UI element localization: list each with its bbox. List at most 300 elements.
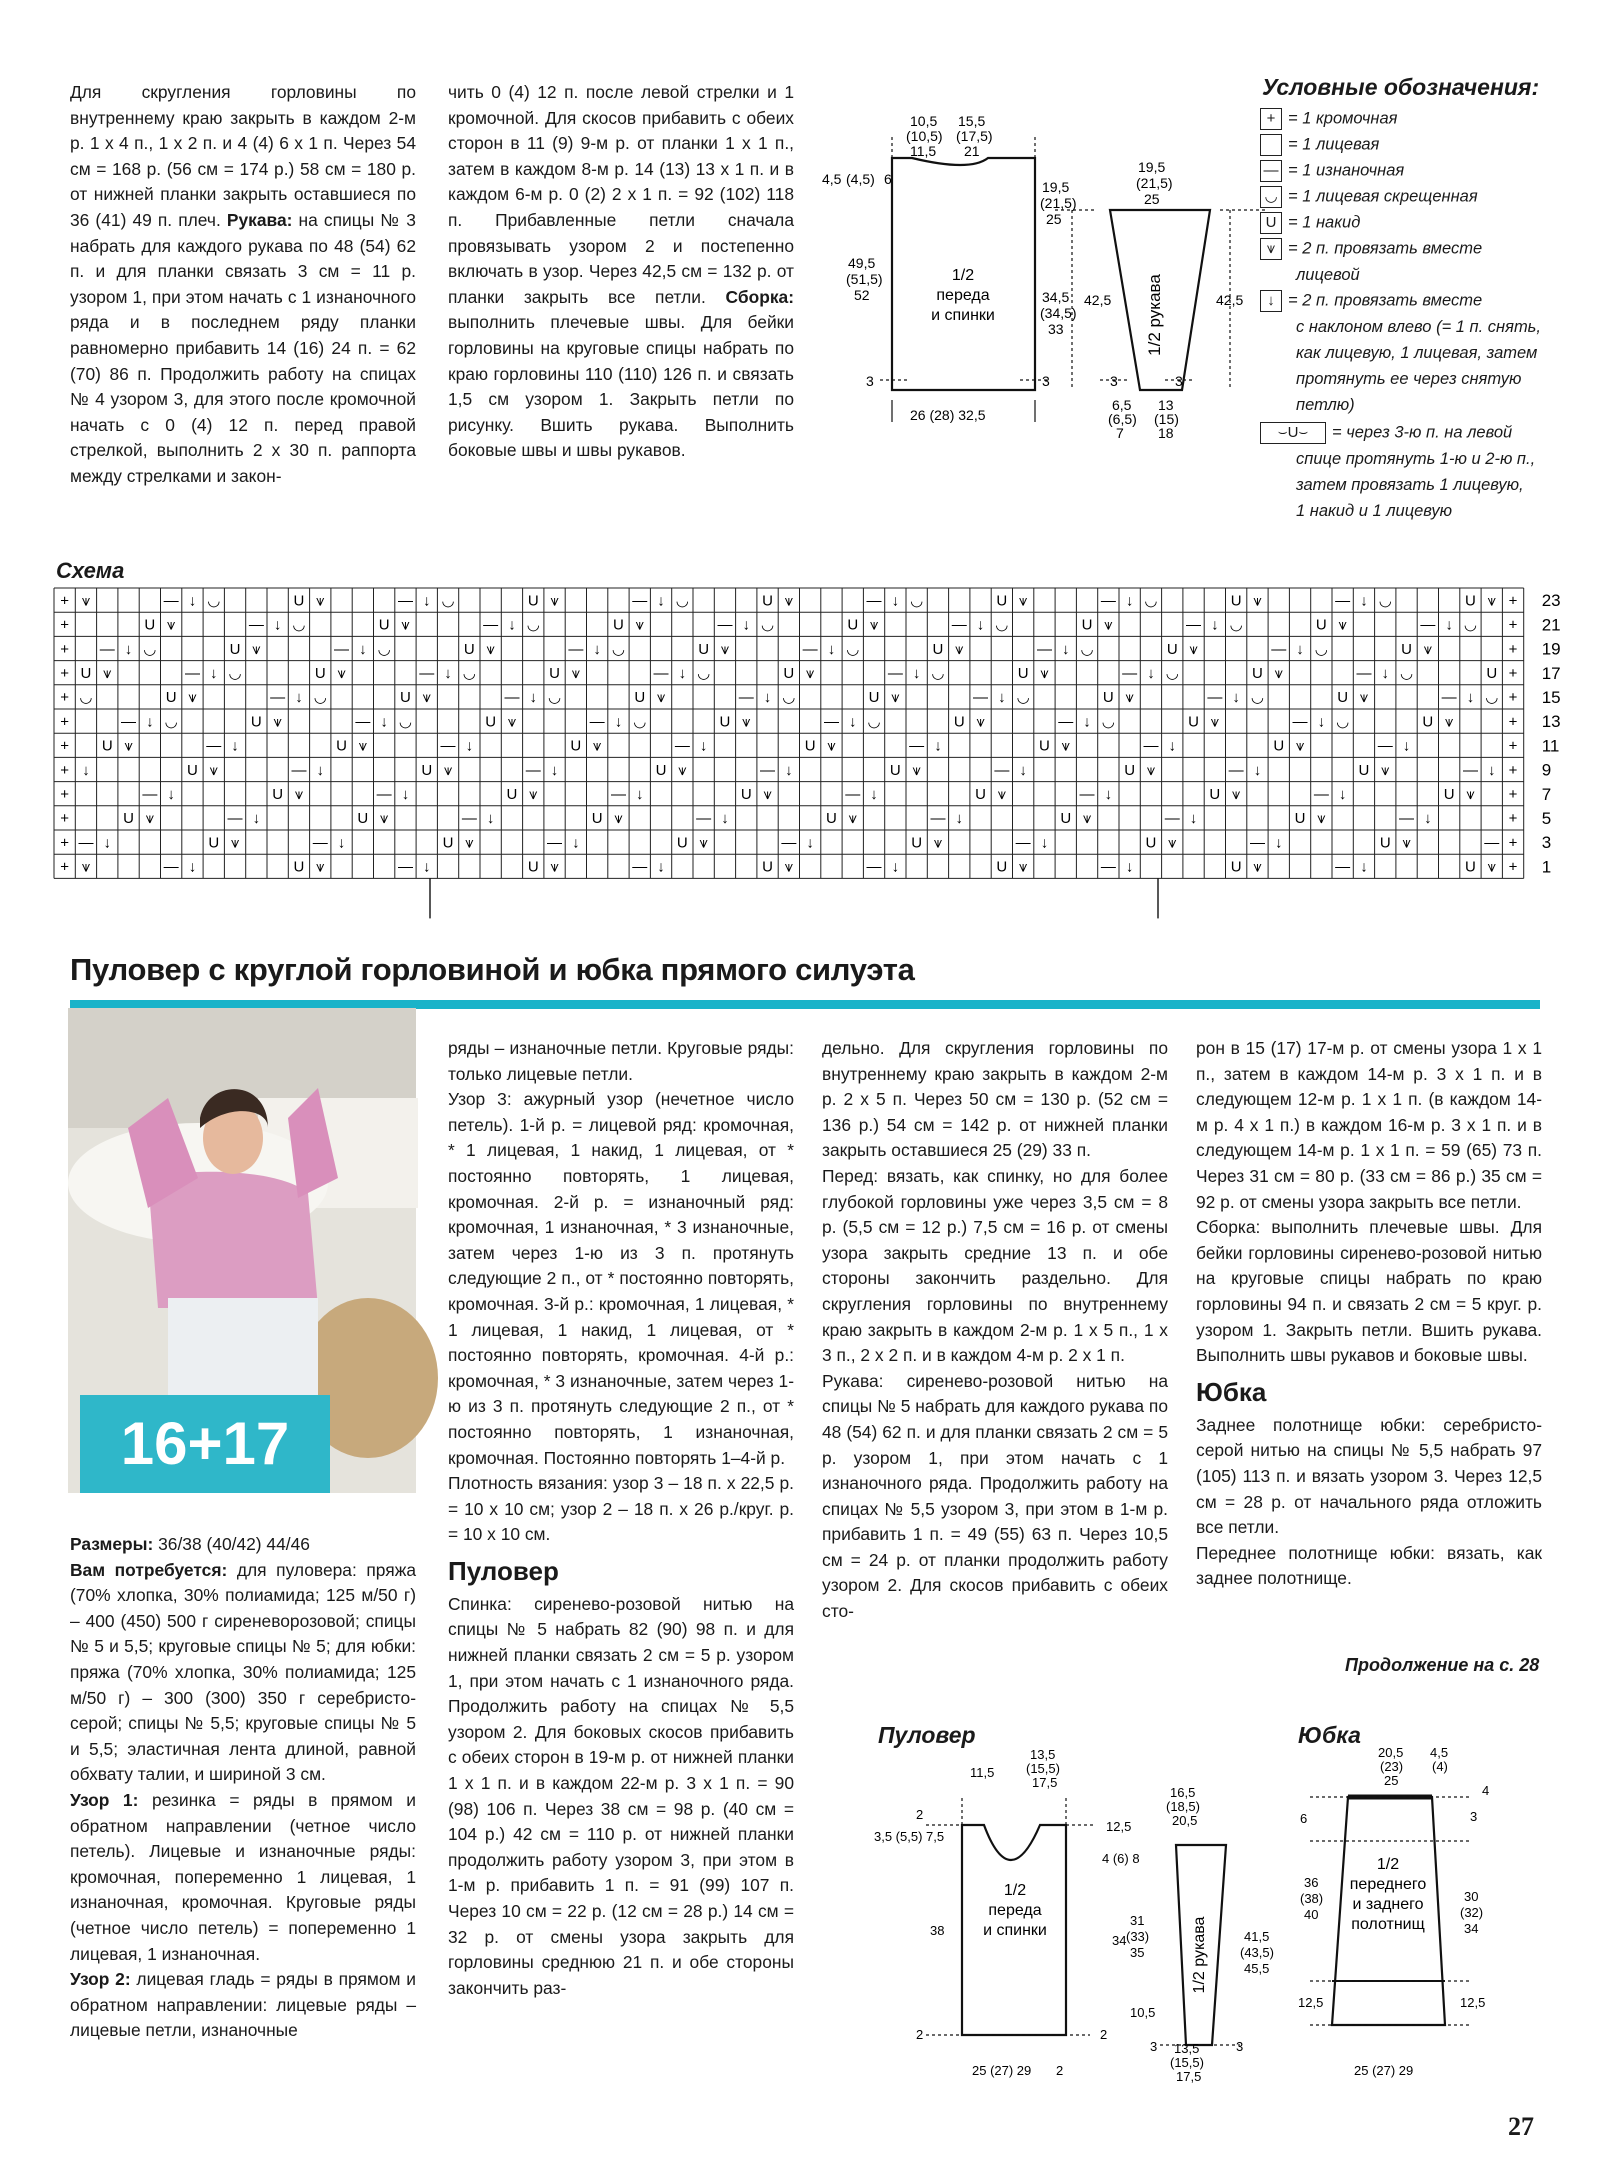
- chart-symbol: ↓: [167, 786, 175, 804]
- article-col-3: дельно. Для скругления горловины по внутреннему краю закрыть в каждом 2-м р. 2 х 5 п. Через 50 см = 130 р. (52 см = 136 р.) 54 см = 142 р. от нижней планки закрыть оставшиеся 25 (29) 33 п. Перед: вязать, как спинку, но для более глубокой горловины уже через 3,5 см = 8 р. (5,5 см = 12 р.) 7,5 см = 16 р. от смены узора закрыть средние 13 п. и обе стороны закончить раздельно. Для скругления горловины по внутреннему краю закрыть в каждом 2-м р. 1 х 5 п., 1 х 3 п., 2 х 2 п. и в каждом 4-м р. 2 х 1 п. Рукава: сиренево-розовой нитью на спицы № 5 набрать для каждого рукава по 48 (54) 62 п. и для планки связать 2 см = 5 р. узором 1, при этом начать с 1 изнаночного ряда. Продолжить работу на спицах № 5,5 узором 3, при этом в 1-м р. прибавить 1 п. = 49 (55) 63 п. Через 10,5 см = 24 р. от планки продолжить работу узором 2. Для скосов прибавить с обеих сто-: [822, 1038, 1168, 1622]
- chart-symbol: ↓: [657, 858, 665, 876]
- svg-text:1/2: 1/2: [1376, 1856, 1400, 1873]
- chart-symbol: U: [527, 858, 539, 876]
- chart-symbol: —: [1484, 834, 1500, 852]
- chart-symbol: ⩛: [188, 689, 197, 707]
- chart-symbol: U: [1124, 761, 1136, 779]
- chart-row-number: 13: [1541, 712, 1561, 732]
- svg-text:(15): (15): [1154, 411, 1179, 427]
- chart-symbol: ↓: [678, 665, 687, 683]
- chart-symbol: ⩛: [805, 665, 815, 683]
- chart-symbol: +: [60, 592, 70, 610]
- chart-symbol: ◡: [1016, 689, 1030, 707]
- chart-symbol: —: [887, 665, 903, 683]
- chart-symbol: ⩛: [550, 592, 559, 610]
- chart-symbol: U: [889, 761, 901, 779]
- chart-row-number: 15: [1541, 687, 1561, 707]
- svg-text:25: 25: [1046, 211, 1062, 227]
- chart-symbol: U: [932, 640, 944, 658]
- front-label-1: 1/2: [951, 267, 975, 284]
- chart-symbol: ⩛: [230, 834, 240, 852]
- chart-symbol: ↓: [1488, 761, 1496, 779]
- chart-symbol: U: [101, 737, 113, 755]
- svg-text:4,5: 4,5: [822, 171, 842, 187]
- chart-symbol: +: [60, 786, 70, 804]
- continuation-note: Продолжение на с. 28: [1345, 1655, 1540, 1675]
- svg-text:25 (27) 29: 25 (27) 29: [1354, 2063, 1414, 2078]
- chart-symbol: ↓: [1189, 810, 1198, 828]
- chart-symbol: U: [208, 834, 220, 852]
- front-label-2: переда: [936, 287, 990, 304]
- chart-symbol: U: [1102, 689, 1114, 707]
- chart-symbol: ⩛: [166, 616, 176, 634]
- chart-symbol: U: [1081, 616, 1093, 634]
- chart-symbol: ◡: [1144, 592, 1158, 610]
- svg-text:17,5: 17,5: [1032, 1775, 1058, 1790]
- legend-row-edge: + = 1 кромочная: [1260, 106, 1397, 131]
- svg-text:переда: переда: [988, 1902, 1042, 1919]
- chart-symbol: ↓: [1381, 665, 1389, 683]
- chart-symbol: U: [740, 786, 752, 804]
- chart-symbol: —: [206, 737, 222, 755]
- chart-symbol: ⩛: [912, 761, 921, 779]
- chart-symbol: U: [996, 858, 1008, 876]
- svg-text:36: 36: [1304, 1875, 1319, 1890]
- legend-title: Условные обозначения:: [1262, 74, 1540, 100]
- chart-symbol: ⩛: [1444, 713, 1454, 731]
- chart-symbol: —: [1122, 665, 1138, 683]
- chart-symbol: —: [163, 858, 179, 876]
- chart-symbol: U: [1145, 834, 1157, 852]
- chart-symbol: +: [1508, 761, 1518, 779]
- chart-row-number: 3: [1541, 833, 1552, 853]
- chart-symbol: —: [248, 616, 264, 634]
- chart-symbol: ◡: [207, 592, 221, 610]
- legend-ssk-cont-4: петлю): [1296, 396, 1355, 414]
- model-photo: [68, 1008, 416, 1493]
- legend-cluster-cont-3: 1 накид и 1 лицевую: [1296, 502, 1453, 520]
- chart-symbol: ↓: [742, 616, 750, 634]
- chart-symbol: ⩛: [507, 713, 517, 731]
- svg-text:3: 3: [1042, 373, 1050, 389]
- chart-row-number: 21: [1541, 615, 1561, 635]
- chart-symbol: ↓: [785, 761, 793, 779]
- skirt-heading: Юбка: [1196, 1376, 1267, 1407]
- chart-symbol: ↓: [82, 761, 90, 779]
- chart-symbol: —: [845, 786, 861, 804]
- chart-row-number: 11: [1541, 736, 1560, 756]
- chart-symbol: U: [1294, 810, 1306, 828]
- legend-row-k2tog-cont: лицевой: [1296, 266, 1360, 284]
- chart-symbol: ⩛: [763, 786, 772, 804]
- svg-text:17,5: 17,5: [1176, 2069, 1202, 2084]
- chart-symbol: —: [781, 834, 797, 852]
- chart-symbol: ↓: [508, 616, 516, 634]
- chart-symbol: ↓: [188, 858, 197, 876]
- article-col-4: рон в 15 (17) 17-м р. от смены узора 1 х 1 п., затем в каждом 14-м р. 3 х 1 п. и в следующем 12-м р. 1 х 1 п. (в каждом 14-м р. 4 х 1 п.) в каждом 16-м р. 3 х 1 п. и в следующем 14-м р. 1 х 1 п. = 59 (65) 73 п. Через 31 см = 80 р. (33 см = 86 р.) 35 см = 92 р. от смены узора закрыть все петли. Сборка: выполнить плечевые швы. Для бейки горловины сиренево-розовой нитью на круговые спицы набрать по краю горловины 94 п. и связать 2 см = 5 круг. р. узором 1. Закрыть петли. Вшить рукава. Выполнить швы рукавов и боковые швы. Юбка Заднее полотнище юбки: серебристо-серой нитью на спицы № 5,5 набрать 97 (105) 113 п. и вязать узором 3. Через 12,5 см = 28 р. от начального ряда отложить все петли. Переднее полотнище юбки: вязать, как заднее полотнище.: [1196, 1038, 1542, 1589]
- svg-text:35: 35: [1130, 1945, 1145, 1960]
- legend-cluster-cont-2: затем провязать 1 лицевую,: [1296, 476, 1524, 494]
- chart-symbol: ↓: [1296, 640, 1304, 658]
- purl-stitch-icon: —: [1260, 160, 1282, 182]
- chart-row-number: 17: [1541, 663, 1561, 683]
- chart-symbol: —: [227, 810, 243, 828]
- chart-symbol: ⩛: [379, 810, 389, 828]
- chart-symbol: ◡: [761, 616, 775, 634]
- chart-symbol: ↓: [124, 640, 133, 658]
- svg-text:13,5: 13,5: [1030, 1747, 1056, 1762]
- chart-symbol: U: [187, 761, 198, 779]
- chart-symbol: —: [1100, 858, 1116, 876]
- chart-symbol: U: [1252, 665, 1263, 683]
- chart-symbol: U: [314, 665, 326, 683]
- chart-symbol: ↓: [1211, 616, 1219, 634]
- chart-symbol: ◡: [867, 713, 881, 731]
- chart-symbol: ↓: [1232, 689, 1240, 707]
- legend-row-purl: — = 1 изнаночная: [1260, 158, 1404, 183]
- chart-symbol: ◡: [1400, 665, 1414, 683]
- svg-text:16,5: 16,5: [1170, 1785, 1196, 1800]
- chart-symbol: ⩛: [1125, 689, 1134, 707]
- chart-symbol: ⩛: [209, 761, 218, 779]
- legend-row-cluster: ⌣U⌣ = через 3-ю п. на левой: [1260, 420, 1512, 445]
- svg-text:(6,5): (6,5): [1108, 411, 1137, 427]
- chart-symbol: ◡: [292, 616, 306, 634]
- chart-symbol: ↓: [849, 713, 857, 731]
- top-col1-b-text: на спицы № 3 набрать для каждого рукава по 48 (54) 62 п. и для планки связать 3 см = 11 р. узором 1, при этом начать с 1 изнаночного ряда и в последнем ряду планки равномерно прибавить 14 (16) 24 п. = 62 (70) 86 п. Продолжить работу на спицах № 4 узором 3, для этого после кромочной начать с 0 (4) 12 п. перед правой стрелкой, выполнить 2 х 30 п. раппорта между стрелками и закон-: [70, 209, 416, 486]
- chart-symbol: ↓: [614, 713, 623, 731]
- svg-text:(43,5): (43,5): [1240, 1945, 1274, 1960]
- chart-symbol: ↓: [998, 689, 1006, 707]
- article-col-2: ряды – изнаночные петли. Круговые ряды: только лицевые петли. Узор 3: ажурный узор (нечетное число петель). 1-й р. = лицевой ряд: кромочная, * 1 лицевая, 1 накид, 1 лицевая, от * постоянно повторять, 1 лицевая, кромочная. 2-й р. = изнаночный ряд: кромочная, 1 изнаночная, * 3 изнаночные, затем через 1-ю из 3 п. протянуть следующие 2 п., от * постоянно повторять, кромочная. 3-й р.: кромочная, 1 лицевая, * 1 лицевая, 1 накид, 1 лицевая, от * постоянно повторять, кромочная. 4-й р.: кромочная, * 3 изнаночные, затем через 1-ю из 3 п. протянуть следующие 2 п., от * постоянно повторять, 1 изнаночная, кромочная. Постоянно повторять 1–4-й р. Плотность вязания: узор 3 – 18 п. х 22,5 р. = 10 х 10 см; узор 2 – 18 п. х 26 р./круг. р. = 10 х 10 см. Пуловер Спинка: сиренево-розовой нитью на спицы № 5 набрать 82 (90) 98 п. и для нижней планки связать 2 см = 5 р. узором 1, при этом начать с 1 изнаночного ряда. Продолжить работу на спицах № 5,5 узором 2. Для боковых скосов прибавить с обеих сторон в 19-м р. от нижней планки 1 х 1 п. и в каждом 22-м р. 3 х 1 п. = 90 (98) 106 п. Через 38 см = 98 р. (40 см = 104 р.) 42 см = 110 р. от нижней планки продолжить работу узором 3, при этом в 1-м р. прибавить 1 п. = 91 (99) 107 п. Через 10 см = 22 р. (12 см = 28 р.) 14 см = 32 р. от смены узора закрыть для горловины среднюю 21 п. и обе стороны закончить раз-: [448, 1038, 794, 1998]
- chart-symbol: —: [184, 665, 200, 683]
- legend-ssk-cont-3: протянуть ее через снятую: [1296, 370, 1522, 388]
- svg-text:полотнищ: полотнищ: [1351, 1916, 1425, 1933]
- chart-symbol: ⩛: [933, 834, 943, 852]
- chart-symbol: +: [60, 640, 70, 658]
- chart-symbol: U: [378, 616, 390, 634]
- chart-symbol: ⩛: [422, 689, 431, 707]
- ssk-icon: ↓: [1260, 290, 1282, 312]
- schema-title: Схема: [56, 558, 125, 583]
- svg-text:3: 3: [1150, 2039, 1158, 2054]
- chart-symbol: ⩛: [997, 786, 1007, 804]
- chart-symbol: ↓: [103, 834, 111, 852]
- chart-symbol: —: [312, 834, 328, 852]
- chart-symbol: +: [1508, 713, 1518, 731]
- chart-symbol: ◡: [228, 665, 242, 683]
- chart-symbol: ↓: [763, 689, 772, 707]
- chart-symbol: —: [1143, 737, 1159, 755]
- svg-text:(4,5): (4,5): [846, 171, 875, 187]
- top-col2-b-text: выполнить плечевые швы. Для бейки горловины на круговые спицы набрать по краю горловины 110 (110) 126 п. и связать 1,5 см узором 1. Закрыть петли по рисунку. Вшить рукава. Выполнить боковые швы и швы рукавов.: [448, 312, 794, 461]
- chart-symbol: U: [783, 665, 795, 683]
- chart-symbol: —: [483, 616, 499, 634]
- chart-symbol: —: [674, 737, 690, 755]
- chart-symbol: +: [60, 665, 70, 683]
- chart-symbol: ↓: [486, 810, 495, 828]
- chart-symbol: U: [996, 592, 1008, 610]
- chart-symbol: U: [1209, 786, 1221, 804]
- chart-symbol: ↓: [870, 786, 878, 804]
- chart-row-number: 5: [1541, 808, 1552, 828]
- chart-symbol: —: [802, 640, 818, 658]
- chart-symbol: U: [229, 640, 241, 658]
- chart-symbol: ◡: [1314, 640, 1328, 658]
- stitch-chart: [54, 588, 1561, 908]
- chart-symbol: U: [591, 810, 603, 828]
- svg-text:(21,5): (21,5): [1136, 175, 1173, 191]
- chart-symbol: —: [1462, 761, 1478, 779]
- chart-symbol: ⩛: [1338, 616, 1347, 634]
- svg-text:34: 34: [1112, 1933, 1127, 1948]
- chart-symbol: U: [293, 592, 305, 610]
- chart-symbol: ↓: [423, 592, 431, 610]
- chart-symbol: U: [804, 737, 816, 755]
- svg-text:3: 3: [1236, 2039, 1244, 2054]
- chart-symbol: +: [60, 737, 70, 755]
- chart-row-number: 9: [1541, 760, 1552, 780]
- chart-symbol: ⩛: [1295, 737, 1305, 755]
- chart-symbol: U: [1188, 713, 1199, 731]
- chart-symbol: U: [719, 713, 731, 731]
- chart-symbol: ↓: [231, 737, 239, 755]
- legend-row-knit: = 1 лицевая: [1260, 132, 1379, 157]
- chart-symbol: +: [1508, 689, 1518, 707]
- svg-text:4: 4: [1482, 1783, 1490, 1798]
- chart-symbol: ⩛: [145, 810, 155, 828]
- svg-text:34,5: 34,5: [1042, 289, 1070, 305]
- svg-text:4,5: 4,5: [1430, 1745, 1449, 1760]
- page-number: 27: [1508, 2112, 1534, 2141]
- chart-symbol: ↓: [593, 640, 601, 658]
- chart-symbol: ⩛: [1253, 592, 1262, 610]
- chart-symbol: ⩛: [465, 834, 474, 852]
- svg-text:(18,5): (18,5): [1166, 1799, 1200, 1814]
- svg-text:6: 6: [1300, 1811, 1308, 1826]
- chart-symbol: —: [419, 665, 435, 683]
- chart-symbol: ↓: [1317, 713, 1326, 731]
- chart-symbol: —: [376, 786, 392, 804]
- chart-symbol: U: [634, 689, 646, 707]
- chart-symbol: —: [1420, 616, 1436, 634]
- chart-symbol: U: [1465, 592, 1476, 610]
- svg-text:и заднего: и заднего: [1352, 1896, 1424, 1913]
- chart-symbol: ↓: [423, 858, 431, 876]
- chart-symbol: U: [1230, 592, 1242, 610]
- svg-text:7: 7: [1116, 425, 1124, 441]
- chart-symbol: U: [272, 786, 284, 804]
- chart-symbol: U: [613, 616, 624, 634]
- model-number-badge: 16+17: [80, 1395, 330, 1493]
- svg-text:3: 3: [866, 373, 874, 389]
- svg-text:13: 13: [1158, 397, 1174, 413]
- chart-symbol: —: [717, 616, 733, 634]
- chart-symbol: +: [1508, 834, 1518, 852]
- chart-symbol: —: [1271, 640, 1287, 658]
- chart-symbol: ↓: [188, 592, 197, 610]
- chart-symbol: —: [1079, 786, 1095, 804]
- chart-symbol: ⩛: [699, 834, 708, 852]
- chart-symbol: —: [163, 592, 179, 610]
- chart-symbol: U: [1060, 810, 1072, 828]
- svg-text:12,5: 12,5: [1298, 1995, 1324, 2010]
- svg-text:(17,5): (17,5): [956, 128, 993, 144]
- chart-symbol: U: [165, 689, 177, 707]
- svg-text:(21,5): (21,5): [1040, 195, 1077, 211]
- chart-symbol: U: [463, 640, 475, 658]
- chart-symbol: ⩛: [869, 616, 879, 634]
- chart-symbol: U: [953, 713, 965, 731]
- chart-symbol: ⩛: [1317, 810, 1326, 828]
- chart-symbol: —: [589, 713, 605, 731]
- chart-symbol: —: [823, 713, 839, 731]
- chart-symbol: ⩛: [1061, 737, 1070, 755]
- edge-stitch-icon: +: [1260, 108, 1282, 130]
- chart-symbol: ↓: [401, 786, 410, 804]
- chart-symbol: ↓: [1402, 737, 1411, 755]
- chart-symbol: ⩛: [273, 713, 282, 731]
- top-col1-text: Для скругления горловины по внутреннему краю закрыть в каждом 2-м р. 1 х 4 п., 1 х 2 п. и 4 (4) 6 х 1 п. Через 54 см = 168 р. (56 см = 174 р.) 58 см = 180 р. от нижней планки закрыть оставшиеся по 36 (41) 49 п. плеч.: [70, 82, 416, 230]
- chart-symbol: +: [60, 761, 70, 779]
- chart-symbol: ◡: [1101, 713, 1115, 731]
- chart-symbol: U: [527, 592, 539, 610]
- svg-text:42,5: 42,5: [1084, 292, 1112, 308]
- chart-symbol: U: [293, 858, 305, 876]
- chart-symbol: ⩛: [550, 858, 559, 876]
- chart-symbol: ⩛: [976, 713, 985, 731]
- svg-text:10,5: 10,5: [910, 113, 938, 129]
- chart-symbol: ↓: [1360, 592, 1368, 610]
- svg-text:(33): (33): [1126, 1929, 1150, 1944]
- chart-symbol: —: [866, 858, 882, 876]
- chart-symbol: U: [676, 834, 688, 852]
- chart-symbol: ↓: [1445, 616, 1453, 634]
- chart-symbol: ⩛: [1402, 834, 1411, 852]
- svg-text:38: 38: [930, 1923, 945, 1938]
- chart-symbol: ↓: [1360, 858, 1368, 876]
- chart-symbol: —: [547, 834, 563, 852]
- chart-symbol: ⩛: [1018, 592, 1028, 610]
- chart-symbol: ↓: [210, 665, 218, 683]
- svg-text:(38): (38): [1300, 1891, 1324, 1906]
- chart-symbol: ↓: [1168, 737, 1176, 755]
- chart-symbol: ↓: [295, 689, 303, 707]
- chart-symbol: ↓: [1466, 689, 1475, 707]
- crossed-knit-icon: ◡: [1260, 186, 1282, 208]
- chart-symbol: —: [1441, 689, 1457, 707]
- chart-symbol: —: [1292, 713, 1308, 731]
- chart-symbol: ⩛: [635, 616, 644, 634]
- chart-symbol: —: [397, 592, 413, 610]
- chart-symbol: ⩛: [1274, 665, 1283, 683]
- chart-row-number: 19: [1541, 639, 1561, 659]
- legend-row-k2tog: ⩛ = 2 п. провязать вместе: [1260, 236, 1482, 261]
- svg-text:30: 30: [1464, 1889, 1479, 1904]
- chart-symbol: —: [121, 713, 137, 731]
- sleeve-label: 1/2 рукава: [1145, 274, 1164, 356]
- chart-symbol: —: [951, 616, 967, 634]
- svg-text:2: 2: [1056, 2063, 1064, 2078]
- chart-symbol: ↓: [359, 640, 367, 658]
- chart-symbol: ◡: [398, 713, 412, 731]
- svg-text:11,5: 11,5: [970, 1765, 995, 1780]
- chart-symbol: U: [250, 713, 262, 731]
- chart-symbol: ⩛: [592, 737, 602, 755]
- chart-symbol: +: [1508, 737, 1518, 755]
- chart-symbol: ⩛: [252, 640, 261, 658]
- chart-symbol: ⩛: [614, 810, 623, 828]
- bottom-schematic: [860, 1745, 1550, 2090]
- chart-symbol: ↓: [657, 592, 665, 610]
- chart-symbol: —: [525, 761, 541, 779]
- chart-symbol: ⩛: [1253, 858, 1262, 876]
- legend-row-yarnover: U = 1 накид: [1260, 210, 1360, 235]
- svg-text:49,5: 49,5: [848, 255, 876, 271]
- chart-symbol: ↓: [529, 689, 537, 707]
- chart-symbol: —: [99, 640, 115, 658]
- chart-symbol: —: [653, 665, 669, 683]
- chart-symbol: ◡: [1229, 616, 1243, 634]
- chart-symbol: —: [504, 689, 520, 707]
- chart-symbol: U: [357, 810, 369, 828]
- chart-symbol: U: [1039, 737, 1050, 755]
- pullover-diagram-title: Пуловер: [878, 1722, 976, 1748]
- chart-symbol: —: [1377, 737, 1393, 755]
- chart-symbol: U: [1337, 689, 1349, 707]
- chart-symbol: ↓: [891, 592, 900, 610]
- top-col-2: [448, 80, 794, 464]
- pullover-heading: Пуловер: [448, 1555, 559, 1586]
- chart-row-number: 23: [1541, 591, 1561, 611]
- chart-symbol: ↓: [380, 713, 388, 731]
- chart-symbol: ◡: [441, 592, 455, 610]
- chart-symbol: ↓: [273, 616, 282, 634]
- chart-row-number: 7: [1541, 784, 1552, 804]
- svg-text:6,5: 6,5: [1112, 397, 1132, 413]
- chart-symbol: —: [1313, 786, 1329, 804]
- chart-symbol: U: [975, 786, 986, 804]
- chart-symbol: ⩛: [337, 665, 346, 683]
- svg-text:(15,5): (15,5): [1026, 1761, 1060, 1776]
- chart-symbol: U: [655, 761, 667, 779]
- chart-symbol: ◡: [1463, 616, 1477, 634]
- top-schematic: [820, 100, 1260, 460]
- svg-text:42,5: 42,5: [1216, 292, 1244, 308]
- chart-symbol: —: [1186, 616, 1202, 634]
- chart-symbol: U: [1401, 640, 1412, 658]
- chart-symbol: ⩛: [784, 592, 794, 610]
- svg-text:25: 25: [1384, 1773, 1399, 1788]
- svg-text:3: 3: [1110, 373, 1118, 389]
- chart-symbol: ◡: [1485, 689, 1499, 707]
- chart-symbol: ↓: [1424, 810, 1432, 828]
- svg-text:переднего: переднего: [1349, 1876, 1427, 1893]
- chart-symbol: ↓: [1147, 665, 1155, 683]
- chart-symbol: ◡: [782, 689, 796, 707]
- chart-symbol: ⩛: [1381, 761, 1390, 779]
- chart-symbol: —: [270, 689, 286, 707]
- svg-text:2: 2: [916, 1807, 924, 1822]
- chart-symbol: ⩛: [316, 592, 325, 610]
- svg-text:2: 2: [916, 2027, 924, 2042]
- chart-symbol: ◡: [462, 665, 476, 683]
- chart-symbol: ↓: [146, 713, 154, 731]
- knit-stitch-icon: [1260, 134, 1282, 156]
- chart-symbol: —: [461, 810, 477, 828]
- chart-symbol: —: [1335, 858, 1351, 876]
- chart-symbol: ⩛: [827, 737, 836, 755]
